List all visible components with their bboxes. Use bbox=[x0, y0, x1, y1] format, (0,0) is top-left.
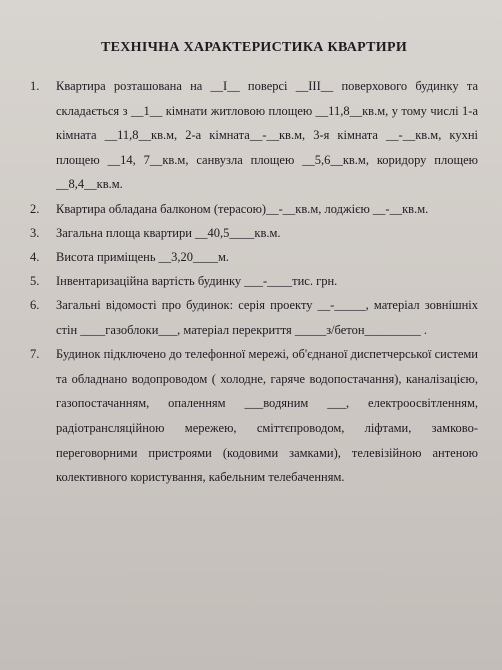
item-3 bbox=[30, 221, 478, 245]
item-7 bbox=[30, 342, 478, 490]
item-number: 4. bbox=[30, 249, 40, 264]
item-1 bbox=[30, 74, 478, 197]
item-text: Будинок підключено до телефонної мережі, об'єднаної диспетчерської системи та обладнано водопроводом ( холодне, гаряче водопостачання), каналізацією, газопостачанням, опаленням ___водяним ___, електроосвітленням, радіотрансляційною мережею, сміттєпроводом, ліфтами, замково-переговорними пристроями (кодовими замками), телевізійною антеною колективного користування, кабельним телебаченням. bbox=[56, 347, 478, 485]
item-text: Загальні відомості про будинок: серія проекту __-_____, матеріал зовнішніх стін ____газоблоки___, матеріал перекриття _____з/бетон_________ . bbox=[56, 297, 478, 337]
item-number: 7. bbox=[30, 347, 40, 362]
item-6 bbox=[30, 293, 478, 342]
item-number: 6. bbox=[30, 297, 40, 312]
item-number: 3. bbox=[30, 225, 40, 240]
item-4 bbox=[30, 245, 478, 269]
item-number: 1. bbox=[30, 79, 40, 93]
document-title: ТЕХНІЧНА ХАРАКТЕРИСТИКА КВАРТИРИ bbox=[100, 40, 408, 55]
item-5 bbox=[30, 269, 478, 293]
item-number: 2. bbox=[30, 201, 40, 216]
item-2 bbox=[30, 197, 478, 221]
item-text: Квартира обладана балконом (терасою)__-__кв.м, лоджією __-__кв.м. bbox=[56, 201, 429, 216]
item-text: Загальна площа квартири __40,5____кв.м. bbox=[56, 225, 281, 240]
item-text: Квартира розташована на __І__ поверсі __ІІІ__ поверхового будинку та складається з __1__ кімнати житловою площею __11,8__кв.м, у тому числі 1-а кімната __11,8__кв.м, 2-а кімната__-__кв.м, 3-я кімната __-__кв.м, кухні площею __14, 7__кв.м, санвузла площею __5,6__кв.м, коридору площею __8,4__кв.м. bbox=[56, 79, 478, 192]
item-text: Інвентаризаційна вартість будинку ___-____тис. грн. bbox=[56, 273, 338, 288]
item-number: 5. bbox=[30, 273, 40, 288]
item-text: Висота приміщень __3,20____м. bbox=[56, 249, 230, 264]
